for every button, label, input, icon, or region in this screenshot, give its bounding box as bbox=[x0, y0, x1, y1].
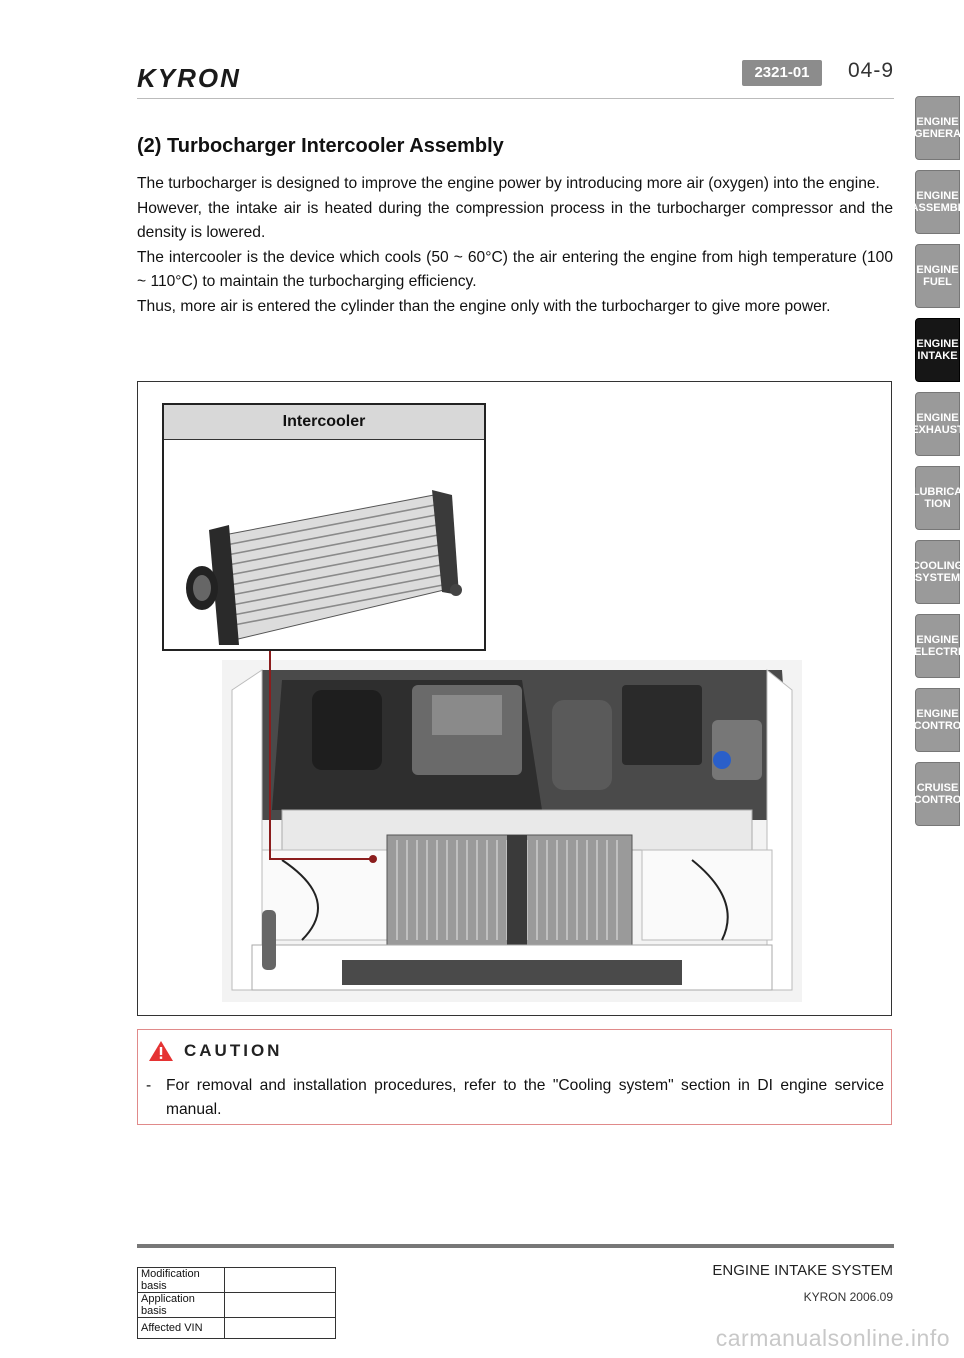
caution-text: For removal and installation procedures, refer to the "Cooling system" section in DI engine service manual. bbox=[166, 1077, 884, 1118]
tab-line1: ENGINE bbox=[916, 634, 959, 646]
intercooler-inset bbox=[162, 403, 486, 651]
tab-line1: ENGINE bbox=[916, 264, 959, 276]
watermark: carmanualsonline.info bbox=[715, 1325, 950, 1351]
table-row bbox=[138, 1268, 336, 1293]
table-row bbox=[138, 1318, 336, 1339]
tab-line1: CRUISE bbox=[916, 782, 959, 794]
tab-cruise-control[interactable] bbox=[915, 762, 960, 826]
tab-line1: ENGINE bbox=[916, 412, 959, 424]
tab-line2: GENERA bbox=[913, 128, 962, 140]
body-paragraph: The intercooler is the device which cools (50 ~ 60°C) the air entering the engine from high temperature (100 ~ 110°C) to maintain the turbocharging efficiency. bbox=[137, 248, 893, 290]
table-cell-value bbox=[225, 1318, 336, 1339]
tab-line1: ENGINE bbox=[916, 116, 959, 128]
tab-engine-assembly[interactable] bbox=[910, 170, 964, 234]
section-code-badge: 2321-01 bbox=[742, 60, 822, 86]
table-cell-value bbox=[225, 1293, 336, 1318]
intercooler-image bbox=[164, 440, 484, 650]
tab-line2: FUEL bbox=[923, 276, 952, 288]
tab-engine-control[interactable] bbox=[915, 688, 960, 752]
table-row bbox=[138, 1293, 336, 1318]
tab-line1: LUBRICA bbox=[912, 486, 963, 498]
tab-engine-electrical[interactable] bbox=[915, 614, 960, 678]
kyron-logo bbox=[137, 64, 282, 92]
table-cell-value bbox=[225, 1268, 336, 1293]
tab-line2: ASSEMBL bbox=[910, 202, 964, 214]
caution-label: CAUTION bbox=[184, 1041, 283, 1060]
inset-label: Intercooler bbox=[164, 405, 484, 440]
body-paragraph: However, the intake air is heated during the compression process in the turbocharger compressor and the density is lowered. bbox=[137, 199, 893, 241]
tab-line2: CONTRO bbox=[913, 720, 962, 732]
tab-line2: TION bbox=[924, 498, 951, 510]
chapter-tabs bbox=[910, 96, 964, 836]
table-cell-label: Application basis bbox=[138, 1293, 225, 1318]
table-cell-label: Modification basis bbox=[138, 1268, 225, 1293]
body-paragraph: Thus, more air is entered the cylinder than the engine only with the turbocharger to give more power. bbox=[137, 297, 831, 315]
tab-line2: CONTRO bbox=[913, 794, 962, 806]
caution-box bbox=[137, 1029, 892, 1125]
tab-line2: INTAKE bbox=[917, 350, 958, 362]
table-cell-label: Affected VIN bbox=[138, 1318, 225, 1339]
warning-triangle-icon bbox=[148, 1040, 174, 1062]
tab-engine-fuel[interactable] bbox=[915, 244, 960, 308]
tab-line2: EXHAUST bbox=[911, 424, 964, 436]
footer-title: ENGINE INTAKE SYSTEM bbox=[712, 1262, 893, 1279]
tab-line1: COOLING bbox=[911, 560, 964, 572]
modification-table bbox=[137, 1267, 336, 1339]
tab-engine-intake[interactable] bbox=[915, 318, 960, 382]
list-dash: - bbox=[146, 1077, 152, 1094]
tab-line1: ENGINE bbox=[916, 708, 959, 720]
tab-engine-general[interactable] bbox=[915, 96, 960, 160]
tab-line1: ENGINE bbox=[916, 190, 959, 202]
page-number: 04-9 bbox=[848, 59, 895, 82]
section-body bbox=[137, 172, 893, 319]
tab-engine-exhaust[interactable] bbox=[911, 392, 964, 456]
engine-bay-photo bbox=[222, 660, 802, 1002]
caution-item bbox=[146, 1074, 884, 1122]
tab-line2: ELECTRI bbox=[913, 646, 962, 658]
header-divider bbox=[137, 98, 894, 99]
logo-text: KYRON bbox=[137, 63, 241, 93]
footer-divider bbox=[137, 1244, 894, 1248]
section-title: (2) Turbocharger Intercooler Assembly bbox=[137, 135, 504, 157]
tab-lubrication[interactable] bbox=[912, 466, 963, 530]
body-paragraph: The turbocharger is designed to improve the engine power by introducing more air (oxygen) into the engine. bbox=[137, 175, 880, 192]
caution-header bbox=[148, 1040, 282, 1062]
tab-cooling-system[interactable] bbox=[911, 540, 964, 604]
tab-line2: SYSTEM bbox=[914, 572, 961, 584]
tab-line1: ENGINE bbox=[916, 338, 959, 350]
footer-model-date: KYRON 2006.09 bbox=[803, 1290, 893, 1304]
